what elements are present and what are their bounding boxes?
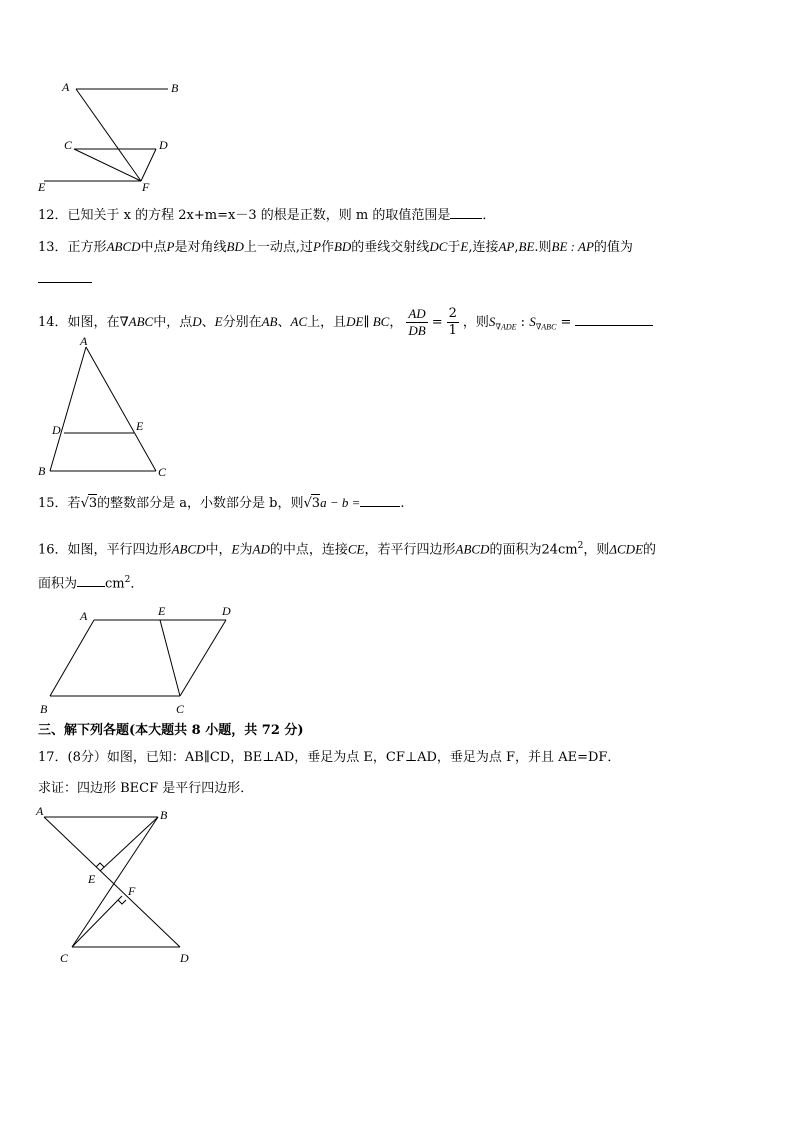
q13-answer-blank[interactable] [38,270,92,283]
q15-answer-blank[interactable] [360,494,400,507]
q15-number: 15． [38,496,68,511]
q14-condition: DE∥ BC [346,314,390,329]
label-D: D [52,423,61,437]
q14-area-sub: ∇ABC [535,322,557,332]
segment-CF [72,896,122,947]
q13-var: P [166,239,175,254]
figure-3-diagram [36,600,246,722]
q14-text: 、 [201,315,215,330]
q16-var: E [231,541,240,557]
q16-text: 的 [643,542,657,558]
label-B: B [160,808,168,822]
label-D: D [159,138,168,152]
q14-text: 如图，在 [67,315,120,330]
q14-value-fraction [447,306,459,339]
q15-sqrt: √3 [80,496,98,511]
q16-area: 24cm [541,542,578,558]
q16-exponent: 2 [577,541,584,551]
q13-var: DC [429,239,448,254]
q14-area-symbol: S [529,314,536,329]
q14-text: = [556,315,572,330]
label-C: C [158,465,167,479]
q16-text: 中， [205,542,232,558]
label-B: B [38,464,46,478]
label-A: A [80,609,88,623]
segment-BE [100,817,158,871]
q14-triangle: ∇ABC [119,314,154,329]
q12-number: 12． [38,208,68,223]
q14-fraction [406,306,427,339]
q14-frac-num: AD [408,306,426,321]
q16-var: ΔCDE [609,541,644,557]
label-C: C [60,951,69,965]
q14-text: = [431,315,443,330]
q14-text: 上，且 [307,315,347,330]
label-E: E [38,180,46,194]
q16-var: AD [252,541,270,557]
q12-text: 已知关于 x 的方程 2x+m=x－3 的根是正数，则 m 的取值范围是 [67,208,451,223]
q14-var: AC [290,314,308,329]
q13-var: BD [226,239,244,254]
question-17-prove: 求证：四边形 BECF 是平行四边形． [38,781,254,796]
label-B: B [171,81,179,95]
q13-text: ,连接 [468,240,499,255]
q16-unit: cm [105,576,125,592]
q13-text: 的值为 [593,240,633,255]
label-E: E [136,419,144,433]
segment-CF [74,149,141,181]
q14-answer-blank[interactable] [575,313,653,326]
label-F: F [142,180,150,194]
q13-var: BE [518,239,535,254]
q16-text: 如图，平行四边形 [67,542,172,558]
segment-BC [72,817,158,947]
label-E: E [158,604,166,618]
q14-var: AB [261,314,278,329]
q13-text: 上一动点,过 [243,240,313,255]
label-A: A [80,334,88,348]
question-13 [38,238,633,257]
q16-text: ，则 [583,542,610,558]
q16-var: CE [347,541,365,557]
right-angle-mark-F [118,900,126,904]
q13-text: , [514,240,519,255]
q13-var: BD [333,239,352,254]
q13-abcd: ABCD [106,239,141,254]
q14-area-symbol: S [488,314,496,329]
q13-text: 中点 [140,240,167,255]
q13-var: AP [498,239,515,254]
label-D: D [222,604,231,618]
segment-AC [86,347,156,471]
q13-text: 作 [320,240,334,255]
q14-var: E [214,314,223,329]
q15-radicand: 3 [311,496,321,511]
q14-var: D [192,314,202,329]
q16-end: ． [130,576,144,592]
q14-frac-den: DB [408,323,426,338]
segment-DF [141,149,156,181]
segment-EC [160,620,180,696]
q15-radicand: 3 [88,496,98,511]
q16-exponent: 2 [124,575,131,585]
q15-text: 若 [67,496,81,511]
q14-text: 中，点 [153,315,193,330]
q15-sqrt-2: √3 [303,496,321,511]
segment-AF [76,89,141,181]
q12-answer-blank[interactable] [450,206,482,219]
q13-ratio: BE : AP [551,239,594,254]
label-C: C [64,138,73,152]
q15-text: 的整数部分是 a，小数部分是 b，则 [97,496,304,511]
label-B: B [40,702,48,716]
question-17: 17．(8分）如图，已知：AB∥CD，BE⊥AD，垂足为点 E，CF⊥AD，垂足为点 F，并且 AE=DF． [38,750,621,765]
q14-text: ，则 [462,315,489,330]
label-C: C [176,702,185,716]
label-A: A [62,80,70,94]
segment-AB [50,347,86,471]
label-D: D [180,951,189,965]
q14-text: ， [389,315,403,330]
label-F: F [128,884,136,898]
q13-number: 13． [38,240,68,255]
q14-text: 、 [277,315,291,330]
q16-text: 为 [239,542,253,558]
segment-DC [180,620,226,696]
q16-text: 的中点，连接 [269,542,348,558]
q12-end: ． [482,208,496,223]
q13-var: E [460,239,469,254]
label-E: E [88,872,96,886]
q16-var: ABCD [455,541,490,557]
q13-text: 于 [447,240,461,255]
q14-text: : [516,315,530,330]
q16-answer-blank[interactable] [77,574,105,587]
segment-AD [44,817,180,947]
q16-var: ABCD [171,541,206,557]
segment-AB [50,620,94,696]
question-15 [38,494,405,513]
q16-number: 16． [38,542,68,558]
q13-text: .则 [534,240,552,255]
question-16 [38,537,656,559]
label-A: A [36,804,44,818]
q15-end: . [400,496,405,511]
q15-expression: a − b = [320,495,361,510]
right-angle-mark-E [96,863,104,867]
question-12 [38,206,495,225]
q14-text: 分别在 [222,315,262,330]
q16-text: 面积为 [38,576,78,592]
question-16-line-2 [38,571,143,593]
figure-1-diagram [30,75,200,200]
figure-4-diagram [30,805,210,970]
q13-text: 正方形 [67,240,107,255]
q14-area-sub: ∇ADE [495,322,517,332]
q14-val-num: 2 [448,306,457,321]
q13-var: P [312,239,321,254]
section-3-heading: 三、解下列各题(本大题共 8 小题，共 72 分) [38,723,304,738]
figure-2-diagram [30,333,180,483]
q14-val-den: 1 [448,323,457,338]
q13-text: 是对角线 [174,240,227,255]
q16-text: 的面积为 [489,542,542,558]
q14-number: 14． [38,315,68,330]
q16-text: ，若平行四边形 [364,542,456,558]
q13-text: 的垂线交射线 [351,240,430,255]
